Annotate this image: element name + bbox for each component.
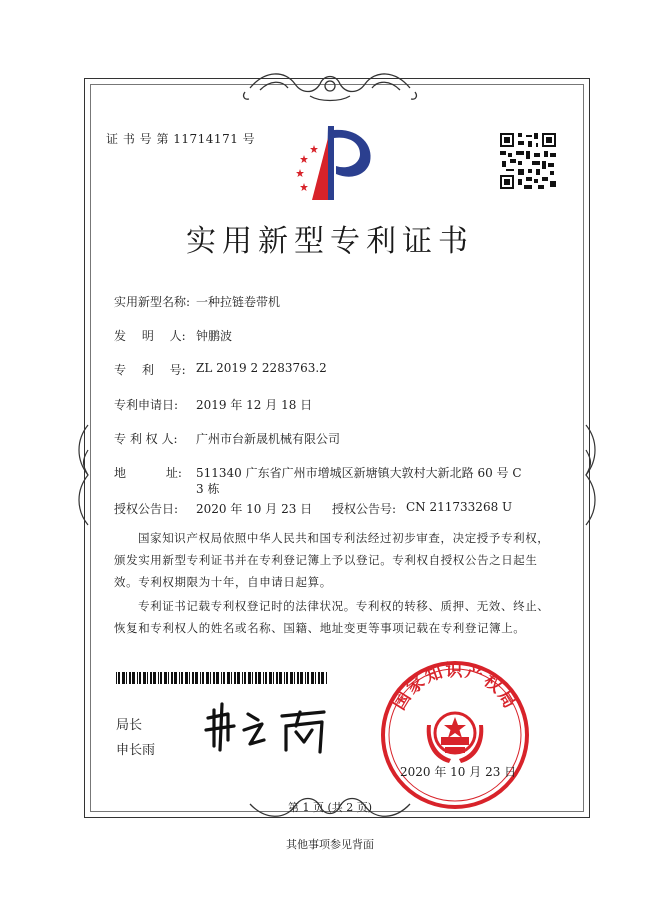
statement-paragraph-2: 专利证书记载专利权登记时的法律状况。专利权的转移、质押、无效、终止、恢复和专利权人的姓名或名称、国籍、地址变更等事项记载在专利登记簿上。 xyxy=(114,599,550,635)
grant-number-label: 授权公告号: xyxy=(332,502,397,516)
barcode-bar xyxy=(158,672,159,684)
barcode-bar xyxy=(321,672,324,684)
barcode-bar xyxy=(132,672,135,684)
grant-date-value: 2020 年 10 月 23 日 xyxy=(196,502,313,516)
statement-paragraph-1: 国家知识产权局依照中华人民共和国专利法经过初步审查，决定授予专利权，颁发实用新型专利证书并在专利登记簿上予以登记。专利权自授权公告之日起生效。专利权期限为十年，自申请日起算。 xyxy=(114,531,550,589)
barcode-bar xyxy=(311,672,314,684)
barcode-bar xyxy=(263,672,264,684)
barcode-bar xyxy=(174,672,177,684)
barcode-bar xyxy=(122,672,125,684)
address-value-line2: 3 栋 xyxy=(196,482,220,496)
qr-code-icon xyxy=(500,133,556,189)
patentee-label: 专 利 权 人: xyxy=(114,432,178,446)
utility-model-name-label: 实用新型名称: xyxy=(114,295,191,309)
barcode-bar xyxy=(150,672,152,684)
director-name: 申长雨 xyxy=(116,743,156,758)
seal-date: 2020 年 10 月 23 日 xyxy=(400,765,517,779)
barcode-bar xyxy=(206,672,209,684)
barcode-bar xyxy=(237,672,240,684)
barcode-bar xyxy=(318,672,320,684)
handwritten-signature xyxy=(200,700,340,756)
barcode-icon xyxy=(116,672,330,684)
filing-date-value: 2019 年 12 月 18 日 xyxy=(196,398,313,412)
barcode-bar xyxy=(286,672,288,684)
grant-number-value: CN 211733268 U xyxy=(406,500,513,514)
patentee-value: 广州市台新晟机械有限公司 xyxy=(196,432,341,446)
barcode-bar xyxy=(273,672,274,684)
grant-date-label: 授权公告日: xyxy=(114,502,179,516)
barcode-bar xyxy=(265,672,267,684)
barcode-bar xyxy=(139,672,141,684)
barcode-bar xyxy=(297,672,299,684)
barcode-bar xyxy=(129,672,131,684)
barcode-bar xyxy=(143,672,146,684)
left-ornament xyxy=(72,420,98,530)
barcode-bar xyxy=(305,672,306,684)
utility-model-name-value: 一种拉链卷带机 xyxy=(196,295,281,309)
barcode-bar xyxy=(244,672,246,684)
page-title: 实用新型专利证书 xyxy=(186,224,474,259)
barcode-bar xyxy=(164,672,167,684)
director-title: 局长 xyxy=(116,718,143,733)
barcode-bar xyxy=(202,672,204,684)
barcode-bar xyxy=(126,672,127,684)
barcode-bar xyxy=(181,672,183,684)
address-label: 地 址: xyxy=(114,466,182,480)
barcode-bar xyxy=(234,672,236,684)
barcode-bar xyxy=(258,672,261,684)
barcode-bar xyxy=(255,672,257,684)
barcode-bar xyxy=(276,672,278,684)
barcode-bar xyxy=(269,672,272,684)
inventor-label: 发 明 人: xyxy=(114,329,186,343)
barcode-bar xyxy=(242,672,243,684)
barcode-bar xyxy=(221,672,222,684)
patent-number-value: ZL 2019 2 2283763.2 xyxy=(196,361,327,375)
barcode-bar xyxy=(179,672,180,684)
official-seal xyxy=(375,655,535,815)
barcode-bar xyxy=(185,672,188,684)
barcode-bar xyxy=(210,672,211,684)
filing-date-label: 专利申请日: xyxy=(114,398,179,412)
right-ornament xyxy=(576,420,602,530)
barcode-bar xyxy=(171,672,173,684)
top-ornament xyxy=(240,66,420,106)
page-number: 第 1 页 (共 2 页) xyxy=(287,801,373,814)
barcode-bar xyxy=(137,672,138,684)
barcode-bar xyxy=(168,672,169,684)
barcode-bar xyxy=(213,672,215,684)
barcode-bar xyxy=(294,672,295,684)
svg-text:国家知识产权局: 国家知识产权局 xyxy=(389,661,521,714)
barcode-bar xyxy=(284,672,285,684)
barcode-bar xyxy=(116,672,117,684)
barcode-bar xyxy=(248,672,251,684)
barcode-bar xyxy=(315,672,316,684)
cnipa-logo-icon xyxy=(288,122,380,204)
barcode-bar xyxy=(189,672,190,684)
barcode-bar xyxy=(231,672,232,684)
back-note: 其他事项参见背面 xyxy=(286,838,374,851)
barcode-bar xyxy=(300,672,303,684)
barcode-bar xyxy=(216,672,219,684)
barcode-bar xyxy=(326,672,327,684)
barcode-bar xyxy=(227,672,230,684)
barcode-bar xyxy=(200,672,201,684)
address-value-line1: 511340 广东省广州市增城区新塘镇大敦村大新北路 60 号 C xyxy=(196,466,522,480)
barcode-bar xyxy=(252,672,253,684)
patent-number-label: 专 利 号: xyxy=(114,363,186,377)
barcode-bar xyxy=(223,672,225,684)
barcode-bar xyxy=(192,672,194,684)
barcode-bar xyxy=(290,672,293,684)
barcode-bar xyxy=(307,672,309,684)
barcode-bar xyxy=(153,672,156,684)
barcode-bar xyxy=(147,672,148,684)
barcode-bar xyxy=(160,672,162,684)
barcode-bar xyxy=(279,672,282,684)
barcode-bar xyxy=(118,672,120,684)
certificate-number: 证 书 号 第 11714171 号 xyxy=(106,132,256,146)
inventor-value: 钟鹏波 xyxy=(196,329,233,343)
barcode-bar xyxy=(195,672,198,684)
